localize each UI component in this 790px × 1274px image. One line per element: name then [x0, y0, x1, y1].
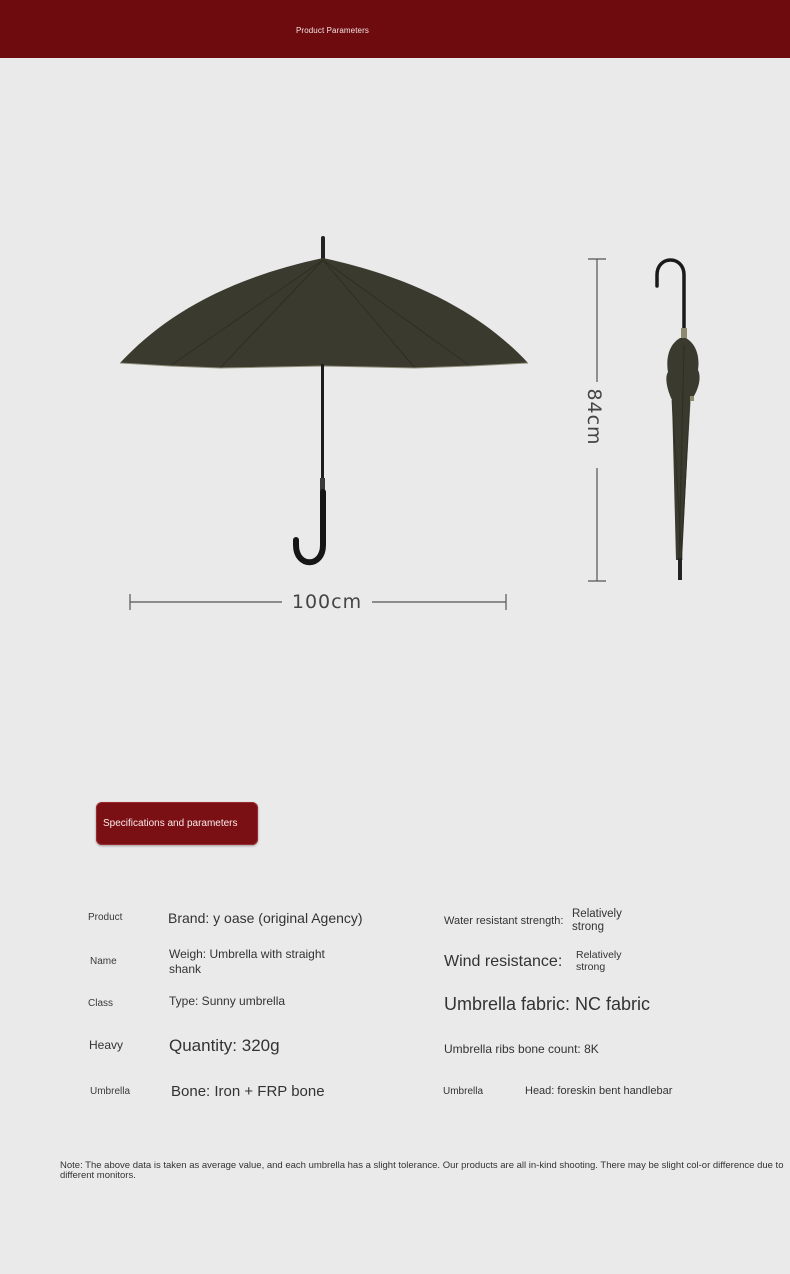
- spec-value-weigh: [169, 947, 325, 977]
- spec-value-quantity: Quantity: 320g: [169, 1036, 280, 1055]
- open-umbrella-icon: [120, 236, 528, 562]
- specifications-tab-label: Specifications and parameters: [103, 818, 238, 829]
- spec-value-ribs: Umbrella ribs bone count: 8K: [444, 1042, 599, 1056]
- spec-value-head: Head: foreskin bent handlebar: [525, 1085, 673, 1097]
- spec-label-umbrella-head: Umbrella: [443, 1086, 484, 1097]
- spec-value-water-resistance: [572, 908, 622, 934]
- spec-value-fabric: Umbrella fabric: NC fabric: [444, 994, 651, 1014]
- spec-value-brand: Brand: y oase (original Agency): [168, 910, 363, 926]
- spec-value-weigh-line1: Weigh: Umbrella with straight: [169, 947, 325, 961]
- width-label: 100cm: [291, 591, 363, 613]
- length-label: 84cm: [583, 388, 605, 446]
- footnote: Note: The above data is taken as average value, and each umbrella has a slight tolerance. Our products are all in-kind shooting. There may be slight col-or difference due to different monitors.: [60, 1160, 784, 1182]
- header-bar: [0, 0, 790, 58]
- spec-value-water-resistance-line1: Relatively: [572, 908, 622, 920]
- umbrella-illustration: [0, 58, 790, 798]
- spec-value-bone: Bone: Iron + FRP bone: [171, 1083, 325, 1100]
- spec-value-wind-resistance: [576, 950, 622, 973]
- spec-label-umbrella: Umbrella: [90, 1086, 131, 1097]
- spec-value-water-resistance-line2: strong: [572, 921, 604, 934]
- specifications-tab: [96, 802, 258, 845]
- spec-value-wind-resistance-line2: strong: [576, 960, 606, 973]
- spec-label-name: Name: [90, 956, 117, 967]
- header-title: Product Parameters: [296, 26, 369, 35]
- spec-label-heavy: Heavy: [89, 1038, 124, 1052]
- spec-label-water-resistance: Water resistant strength:: [444, 915, 564, 927]
- closed-umbrella-icon: [657, 260, 700, 580]
- spec-label-product: Product: [88, 912, 123, 923]
- spec-value-type: Type: Sunny umbrella: [169, 994, 286, 1008]
- spec-label-wind-resistance: Wind resistance:: [444, 953, 563, 970]
- spec-label-class: Class: [88, 998, 114, 1009]
- spec-value-weigh-line2: shank: [169, 962, 202, 976]
- umbrella-dimension-figure: [0, 58, 790, 798]
- spec-value-wind-resistance-line1: Relatively: [576, 949, 622, 961]
